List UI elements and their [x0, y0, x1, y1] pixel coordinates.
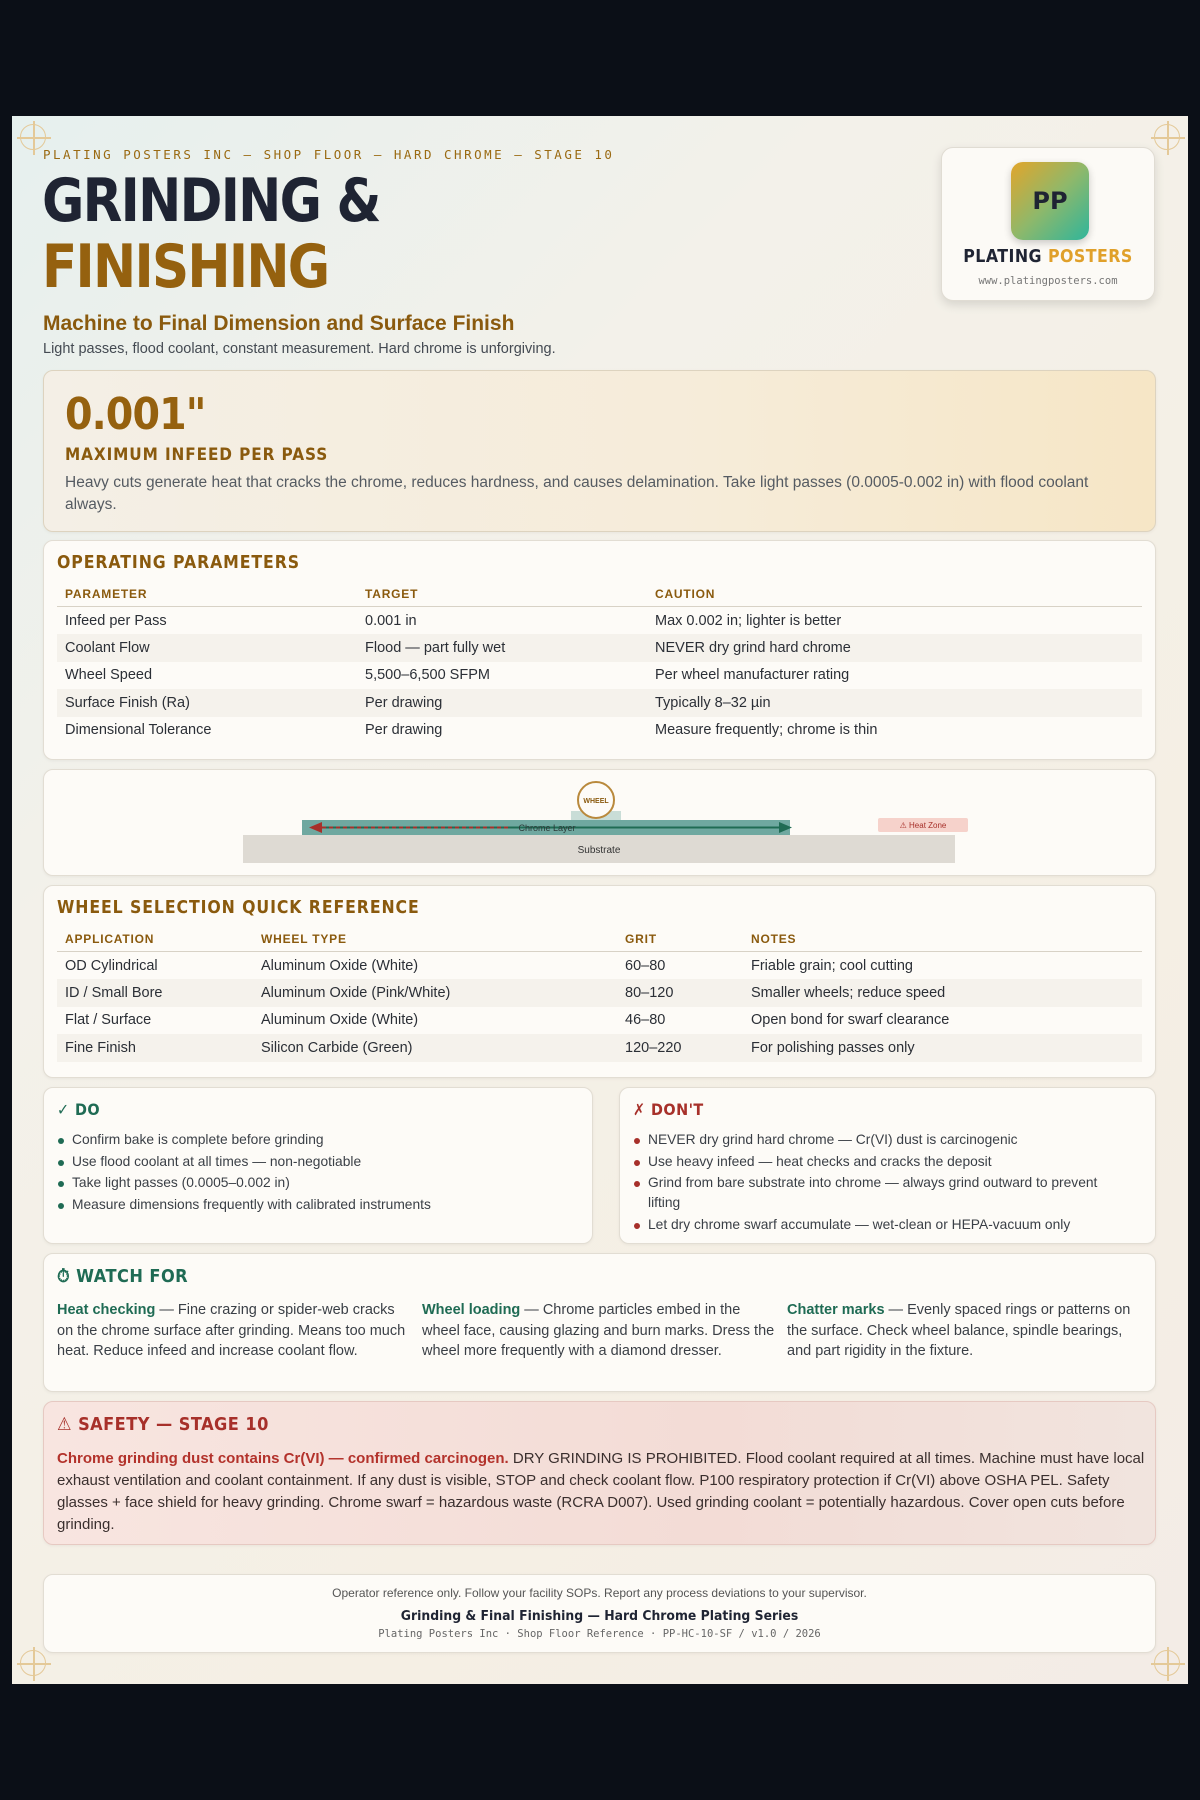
hero-value: 0.001"	[65, 389, 206, 440]
table-row	[57, 1007, 1142, 1035]
list-item: Confirm bake is complete before grinding	[57, 1130, 567, 1150]
safety-highlight: Chrome grinding dust contains Cr(VI) — confirmed carcinogen.	[57, 1450, 509, 1467]
cell: Measure frequently; chrome is thin	[655, 722, 878, 739]
table-row	[57, 1034, 1142, 1062]
list-item: NEVER dry grind hard chrome — Cr(VI) dust is carcinogenic	[633, 1130, 1133, 1150]
wheel-selection-card	[43, 885, 1156, 1078]
column-header: TARGET	[357, 587, 647, 607]
safety-body: DRY GRINDING IS PROHIBITED. Flood coolant required at all times. Machine must have local exhaust ventilation and coolant containment. If any dust is visible, STOP and check coolant flow. P100 respiratory protection if Cr(VI) above OSHA PEL. Safety glasses + face shield for heavy grinding. Chrome swarf = hazardous waste (RCRA D007). Used grinding coolant = potentially hazardous. Cover open cuts before grinding.	[57, 1450, 1145, 1533]
column-header: GRIT	[617, 932, 743, 952]
cell: Coolant Flow	[57, 634, 357, 662]
cell: 120–220	[617, 1034, 743, 1062]
hero-text: Heavy cuts generate heat that cracks the chrome, reduces hardness, and causes delamination. Take light passes (0.0005-0.002 in) with flood coolant always.	[65, 474, 1089, 513]
watch-term: Chatter marks	[787, 1302, 885, 1318]
table-row	[57, 662, 1142, 690]
logo-name	[955, 246, 1142, 267]
watch-item	[787, 1300, 1142, 1362]
cell: Smaller wheels; reduce speed	[743, 979, 1142, 1007]
title-line-2: FINISHING	[42, 232, 329, 302]
hero-label: MAXIMUM INFEED PER PASS	[65, 445, 329, 465]
list-item: Use heavy infeed — heat checks and cracks the deposit	[633, 1152, 1133, 1172]
cell: Fine Finish	[57, 1034, 253, 1062]
column-header: CAUTION	[647, 587, 1142, 607]
crosshair-mark	[1154, 124, 1180, 150]
section-heading: WHEEL SELECTION QUICK REFERENCE	[57, 898, 420, 918]
logo-card	[941, 147, 1155, 301]
section-heading: OPERATING PARAMETERS	[57, 553, 300, 573]
cell: Typically 8–32 µin	[647, 689, 1142, 717]
cell: Surface Finish (Ra)	[57, 689, 357, 717]
cell: Infeed per Pass	[65, 612, 167, 629]
watch-term: Heat checking	[57, 1302, 156, 1318]
cell: ID / Small Bore	[57, 979, 253, 1007]
cell: Friable grain; cool cutting	[751, 957, 913, 974]
operating-parameters-card	[43, 540, 1156, 760]
cell: 46–80	[625, 1012, 666, 1029]
grinding-diagram-card	[43, 769, 1156, 876]
cell: 60–80	[625, 957, 666, 974]
grinding-diagram	[44, 770, 1155, 875]
logo-name-a: PLATING	[963, 246, 1043, 267]
cell: Aluminum Oxide (White)	[261, 957, 419, 974]
chrome-label: Chrome Layer	[518, 823, 576, 833]
cell: OD Cylindrical	[65, 957, 158, 974]
substrate-label: Substrate	[577, 845, 621, 856]
table-row	[57, 952, 1142, 980]
lede: Light passes, flood coolant, constant measurement. Hard chrome is unforgiving.	[43, 341, 556, 357]
footer-meta: Plating Posters Inc · Shop Floor Reference · PP-HC-10-SF / v1.0 / 2026	[378, 1628, 821, 1640]
wheel-label: WHEEL	[583, 798, 609, 805]
watch-for-card	[43, 1253, 1156, 1392]
logo-badge: PP	[1011, 162, 1089, 240]
column-header: PARAMETER	[57, 587, 357, 607]
cell: Wheel Speed	[65, 667, 153, 684]
do-card	[43, 1087, 593, 1244]
wheel-table	[57, 932, 1142, 1062]
list-item: Let dry chrome swarf accumulate — wet-clean or HEPA-vacuum only	[633, 1215, 1133, 1235]
cell: Aluminum Oxide (White)	[261, 1012, 419, 1029]
cell: Per wheel manufacturer rating	[655, 667, 850, 684]
table-row	[57, 607, 1142, 635]
list-item: Use flood coolant at all times — non-negotiable	[57, 1152, 567, 1172]
subtitle: Machine to Final Dimension and Surface Finish	[43, 312, 515, 335]
safety-text	[57, 1448, 1147, 1536]
list-item: Grind from bare substrate into chrome — always grind outward to prevent lifting	[633, 1173, 1133, 1213]
column-header: WHEEL TYPE	[253, 932, 617, 952]
safety-card	[43, 1401, 1156, 1545]
watch-text: — Fine crazing or spider-web cracks on the chrome surface after grinding. Means too much heat. Reduce infeed and increase coolant flow.	[57, 1302, 406, 1359]
list-item: Take light passes (0.0005–0.002 in)	[57, 1173, 567, 1193]
cell: Open bond for swarf clearance	[751, 1012, 950, 1029]
cell: NEVER dry grind hard chrome	[647, 634, 1142, 662]
dont-heading: ✗ DON'T	[633, 1100, 704, 1119]
cell: 80–120	[617, 979, 743, 1007]
heat-zone-label: ⚠ Heat Zone	[899, 821, 947, 830]
dont-list	[633, 1130, 1133, 1236]
cell: Aluminum Oxide (Pink/White)	[253, 979, 617, 1007]
logo-url: www.platingposters.com	[978, 275, 1118, 287]
footer-card	[43, 1574, 1156, 1653]
title-line-1: GRINDING &	[42, 166, 380, 236]
watch-item	[422, 1300, 777, 1362]
column-header: APPLICATION	[57, 932, 253, 952]
kicker: PLATING POSTERS INC — SHOP FLOOR — HARD CHROME — STAGE 10	[43, 147, 615, 162]
table-row	[57, 717, 1142, 745]
cell: 0.001 in	[365, 612, 417, 629]
page-title	[42, 168, 380, 300]
logo-name-b: POSTERS	[1047, 246, 1133, 267]
cell: Flat / Surface	[65, 1012, 152, 1029]
cell: For polishing passes only	[743, 1034, 1142, 1062]
cell: Dimensional Tolerance	[65, 722, 212, 739]
parameters-table	[57, 587, 1142, 744]
watch-term: Wheel loading	[422, 1302, 521, 1318]
cell: Silicon Carbide (Green)	[253, 1034, 617, 1062]
footer-series: Grinding & Final Finishing — Hard Chrome Plating Series	[400, 1608, 799, 1624]
do-list	[57, 1130, 567, 1216]
hero-card	[43, 370, 1156, 532]
cell: 5,500–6,500 SFPM	[365, 667, 490, 684]
watch-text: — Evenly spaced rings or patterns on the surface. Check wheel balance, spindle bearings, and part rigidity in the fixture.	[787, 1302, 1131, 1359]
poster	[12, 116, 1188, 1684]
table-row	[57, 689, 1142, 717]
watch-text: — Chrome particles embed in the wheel face, causing glazing and burn marks. Dress the wheel more frequently with a diamond dresser.	[422, 1302, 775, 1359]
crosshair-mark	[1154, 1650, 1180, 1676]
cell: Per drawing	[365, 722, 443, 739]
cell: Flood — part fully wet	[357, 634, 647, 662]
crosshair-mark	[20, 1650, 46, 1676]
cell: Per drawing	[357, 689, 647, 717]
list-item: Measure dimensions frequently with calibrated instruments	[57, 1195, 567, 1215]
cell: Max 0.002 in; lighter is better	[655, 612, 842, 629]
footer-note: Operator reference only. Follow your facility SOPs. Report any process deviations to your supervisor.	[332, 1586, 867, 1600]
column-header: NOTES	[743, 932, 1142, 952]
watch-heading: ⏱ WATCH FOR	[57, 1266, 189, 1287]
do-heading: ✓ DO	[57, 1100, 101, 1119]
table-row	[57, 979, 1142, 1007]
dont-card	[619, 1087, 1156, 1244]
table-row	[57, 634, 1142, 662]
watch-item	[57, 1300, 412, 1362]
safety-heading: ⚠ SAFETY — STAGE 10	[57, 1414, 269, 1435]
